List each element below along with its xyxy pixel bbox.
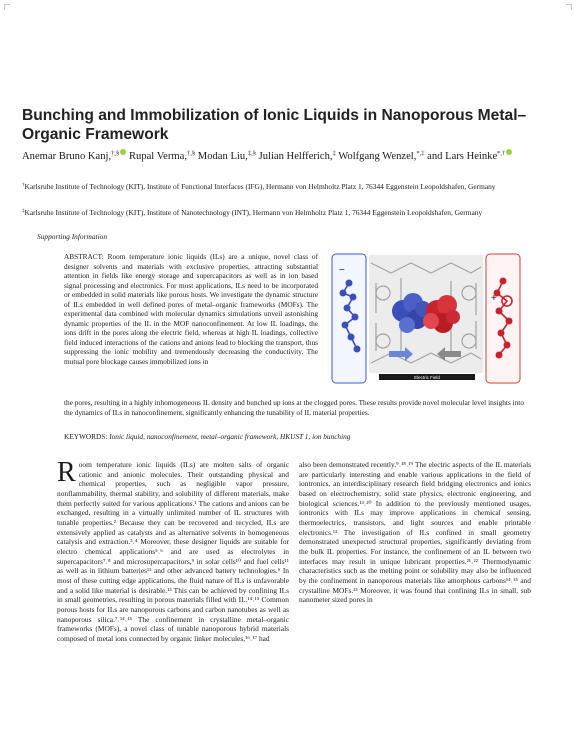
abstract-continued: the pores, resulting in a highly inhomogeneous IL density and bunched up ions at the clogged pores. These results provide novel molecular level insights into the dynamics of ILs in nanoconfinement, significantly enhancing the tunability of IL material properties. [64, 398, 524, 417]
cation-box [486, 254, 520, 383]
author[interactable]: Modan Liu,‡,§ [197, 150, 256, 162]
plus-sign: + [491, 293, 497, 304]
field-label: Electric Field [414, 375, 440, 380]
crop-mark-right [566, 4, 572, 10]
crop-mark-left [4, 4, 10, 10]
affiliation: ‡Karlsruhe Institute of Technology (KIT), Institute of Nanotechnology (INT), Hermann von Helmholtz Platz 1, 76344 Eggenstein Leopoldshafen, Germany [22, 208, 483, 217]
author[interactable]: Anemar Bruno Kanj,†,§ [22, 151, 126, 162]
orcid-icon[interactable] [120, 149, 126, 155]
anion-box [332, 254, 366, 383]
keywords-values: Ionic liquid, nanoconfinement, metal–organic framework, HKUST 1, ion bunching [109, 432, 351, 441]
minus-sign: − [339, 265, 345, 276]
body-column-left [57, 457, 289, 643]
supporting-info-link[interactable]: Supporting Information [37, 232, 108, 241]
keywords-label: KEYWORDS: [64, 432, 108, 441]
drop-cap: R [57, 457, 76, 488]
article-title: Bunching and Immobilization of Ionic Liquids in Nanoporous Metal–Organic Framework [22, 107, 527, 143]
author[interactable]: Julian Helfferich,‡ [258, 150, 336, 162]
body-column-right [299, 460, 531, 605]
orcid-icon[interactable] [506, 149, 512, 155]
author[interactable]: and Lars Heinke*,† [427, 151, 512, 162]
affiliation: †Karlsruhe Institute of Technology (KIT), Institute of Functional Interfaces (IFG), Hermann von Helmholtz Platz 1, 76344 Eggenstein Leopoldshafen, Germany [22, 182, 496, 191]
toc-graphic [331, 253, 521, 384]
body-paragraph: oom temperature ionic liquids (ILs) are molten salts of organic cationic and anionic molecules. Their outstanding physical and chemical properties, such as negligible vapor pressure, nonflammability, thermal stability, and solubility of different materials, make them perfectly suited for various applications.¹ The cations and anions can be exchanged, resulting in a virtually unlimited number of IL structures with tunable properties.² Because they can be recovered and recycled, ILs are extensively applied as catalysts and as alternative solvents in homogeneous catalysis and extraction.³˒⁴ Moreover, these designer liquids are suitable for electro chemical applications⁵˒⁶ and are used as electrolytes in supercapacitors⁷˒⁸ and microsupercapacitors,⁹ in solar cells¹⁰ and fuel cells¹¹ as well as in lithium batteries¹² and other advanced battery technologies.⁶ In most of these cutting edge applications, the fluid nature of ILs is unfavorable and a solid like material is desirable.¹³ This can be achieved by confining ILs in small geometries, resulting in porous materials filled with IL.¹⁴˒¹⁵ Common porous hosts for ILs are nanoporous carbons and carbon nanotubes as well as nanoporous silica.⁷˒¹⁴˒¹⁵ The confinement in crystalline metal–organic frameworks (MOFs), a novel class of tunable nanoporous hybrid materials composed of metal ions connected by organic linker molecules,¹⁶˒¹⁷ had [57, 460, 289, 643]
author-list [22, 147, 542, 165]
author[interactable]: Rupal Verma,†,§ [128, 150, 196, 162]
body-paragraph: also been demonstrated recently.⁹˒¹⁸˒¹⁹ The electric aspects of the IL materials are particularly interesting and enable various applications in the field of iontronics, an interdisciplinary research field bridging electronics and ionics based on electrochemistry, solid state physics, electronic engineering, and biological sciences.¹³˒²⁰ In addition to the previously mentioned usages, iontronics with ILs may improve applications in chemical sensing, thermoelectrics, transistors, and light sources and enable printable electronics.¹³ The investigation of ILs confined in small geometry demonstrated unexpected structural properties, significantly deviating from the bulk IL properties. For instance, the confinement of an IL between two interfaces may result in unique lubricant properties.²¹˒²² Thermodynamic characteristics such as the melting point or solubility may also be influenced by the confinement in nanoporous materials like amorphous carbons¹⁴˒¹⁵ and crystalline MOFs.²³ Moreover, it was found that confining ILs in small, sub nanometer sized pores in [299, 460, 531, 605]
keywords [64, 432, 524, 442]
abstract: ABSTRACT: Room temperature ionic liquids (ILs) are a unique, novel class of designer solvents and materials with exclusive properties, attracting substantial attention in fields like energy storage and supercapacitors as well as in ion based signal processing and electronics. For most applications, ILs need to be incorporated or embedded in solid materials like porous hosts. We investigate the dynamic structure of ILs embedded in well defined pores of metal–organic frameworks (MOFs). The experimental data combined with molecular dynamics simulations unveil astonishing dynamic properties of the IL in the MOF nanoconfinement. At low IL loadings, the ions drift in the pores along the electric field, whereas at high IL loadings, collective field induced interactions of the cations and anions lead to blocking the transport, thus suppressing the ionic mobility and tremendously decreasing the conductivity. The mutual pore blockage causes immobilized ions in [64, 252, 318, 367]
author[interactable]: Wolfgang Wenzel,*,‡ [338, 150, 425, 162]
